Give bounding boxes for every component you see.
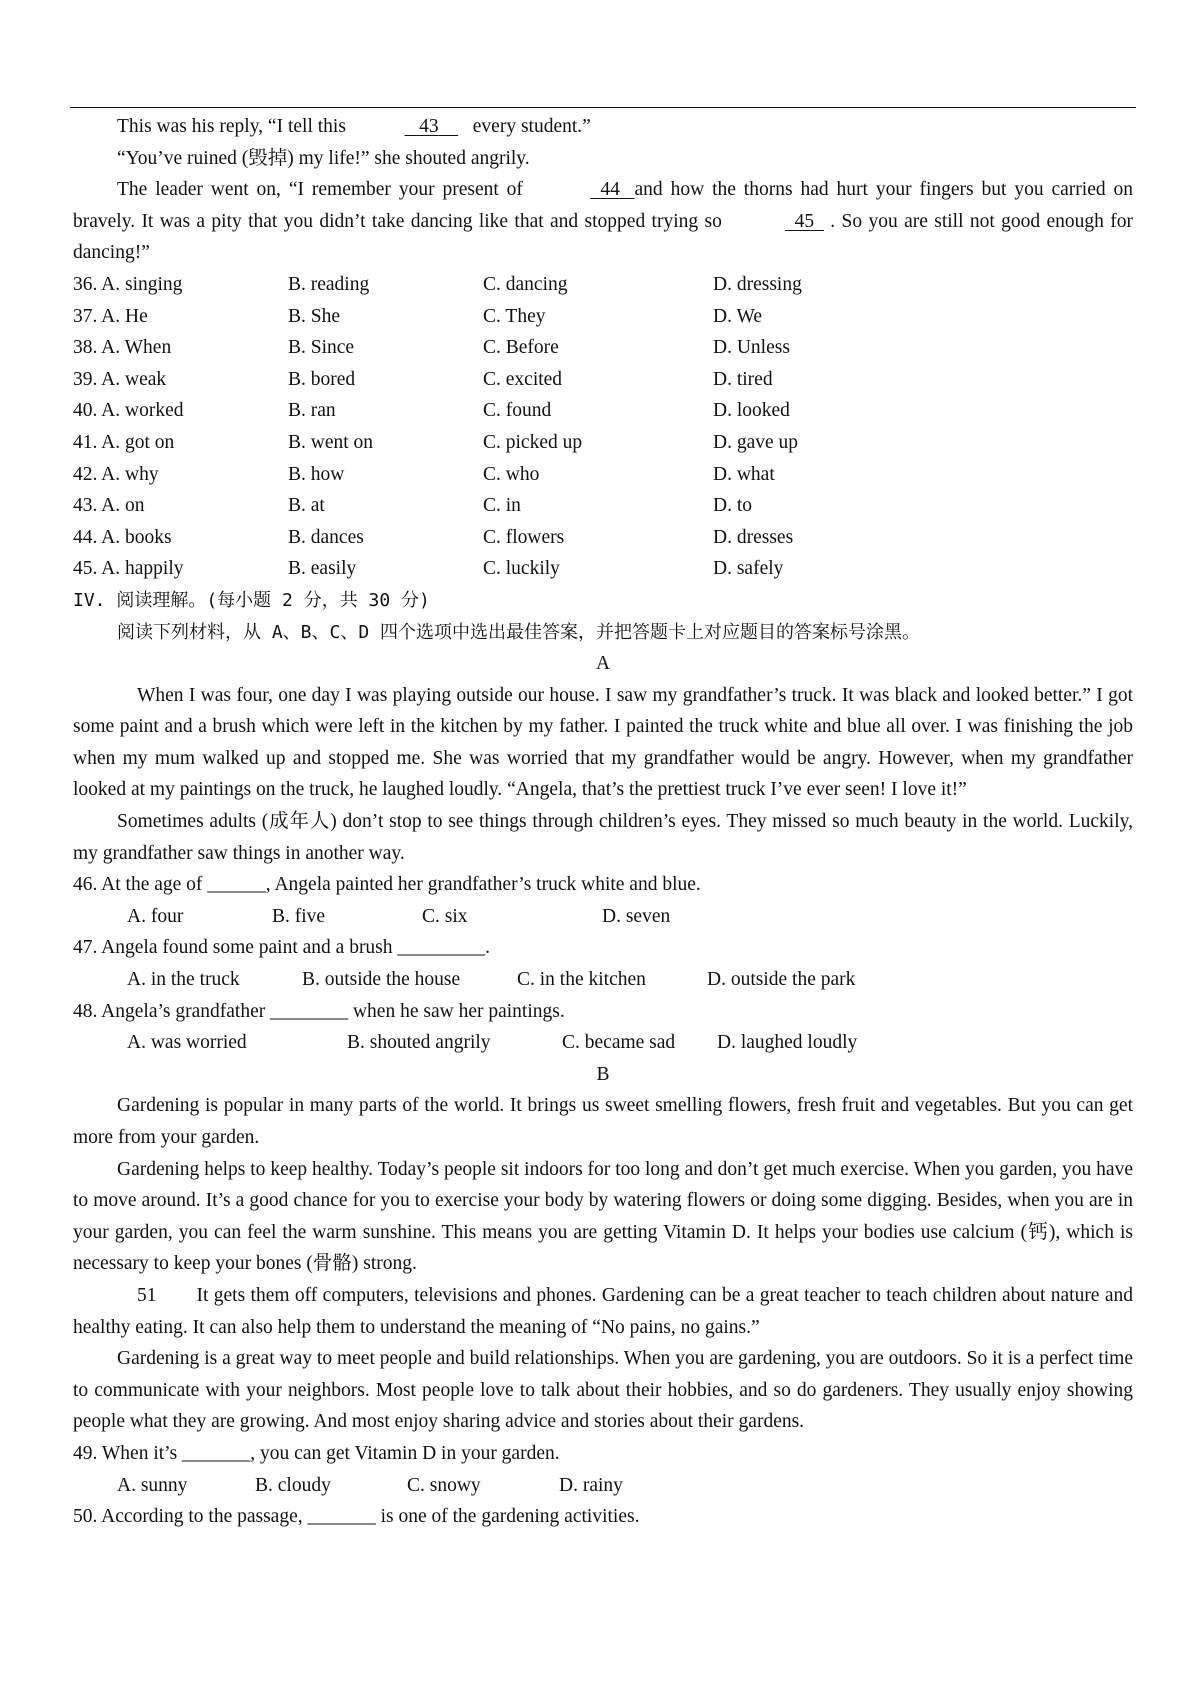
page-content — [73, 111, 1133, 1533]
option[interactable]: D. dresses — [713, 526, 794, 548]
cloze-question-row — [73, 553, 1133, 585]
option[interactable]: B. how — [288, 463, 345, 485]
cloze-question-row — [73, 364, 1133, 396]
option[interactable]: C. in the kitchen — [517, 969, 646, 991]
option[interactable]: D. rainy — [559, 1474, 623, 1496]
option[interactable]: B. went on — [288, 431, 374, 453]
question-48-options — [73, 1027, 1133, 1059]
blank-45: 45 — [794, 210, 815, 232]
option[interactable]: D. Unless — [713, 337, 790, 359]
option[interactable]: A. in the truck — [127, 969, 240, 991]
question-49-stem: 49. When it’s _______, you can get Vitamin D in your garden. — [73, 1442, 560, 1464]
question-47-options — [73, 964, 1133, 996]
question-number-option-a[interactable]: 45. A. happily — [73, 558, 184, 580]
cloze-question-row — [73, 332, 1133, 364]
passage-text: . So you are still not good enough for dancing!” — [73, 210, 1133, 264]
passage-a-paragraph-1: When I was four, one day I was playing outside our house. I saw my grandfather’s truck. It was black and looked better.” I got some paint and a brush which were left in the kitchen by my father. I painted the truck white and blue all over. I was finishing the job when my mum walked up and stopped me. She was worried that my grandfather would be angry. However, when my grandfather looked at my paintings on the truck, he laughed loudly. “Angela, that’s the prettiest truck I’ve ever seen! I love it!” — [73, 684, 1133, 801]
option[interactable]: C. They — [483, 305, 546, 327]
option[interactable]: C. who — [483, 463, 540, 485]
option[interactable]: D. gave up — [713, 431, 799, 453]
passage-b-paragraph-2: Gardening helps to keep healthy. Today’s people sit indoors for too long and don’t get much exercise. When you garden, you have to move around. It’s a good chance for you to exercise your body by watering flowers or doing some digging. Besides, when you are in your garden, you can feel the warm sunshine. This means you are getting Vitamin D. It helps your bodies use calcium (钙), which is necessary to keep your bones (骨骼) strong. — [73, 1158, 1133, 1275]
option[interactable]: C. luckily — [483, 558, 560, 580]
option[interactable]: B. shouted angrily — [347, 1032, 491, 1054]
option[interactable]: C. dancing — [483, 273, 568, 295]
passage-b-paragraph-1: Gardening is popular in many parts of the world. It brings us sweet smelling flowers, fresh fruit and vegetables. But you can get more from your garden. — [73, 1095, 1133, 1148]
question-48-stem: 48. Angela’s grandfather ________ when he saw her paintings. — [73, 1000, 565, 1022]
passage-text: The leader went on, “I remember your present of — [117, 179, 523, 201]
option[interactable]: B. five — [272, 905, 326, 927]
option[interactable]: D. laughed loudly — [717, 1032, 858, 1054]
header-rule — [70, 107, 1136, 108]
passage-text: and how the thorns had hurt your fingers but you carried on bravely. It was a pity that you didn’t take dancing like that and stopped trying so — [73, 179, 1134, 232]
question-number-option-a[interactable]: 41. A. got on — [73, 431, 175, 453]
question-number-option-a[interactable]: 43. A. on — [73, 495, 145, 517]
option[interactable]: C. found — [483, 400, 552, 422]
cloze-options-list — [73, 269, 1133, 585]
passage-text: It gets them off computers, televisions and phones. Gardening can be a great teacher to teach children about nature and healthy eating. It can also help them to understand the meaning of “No pains, no gains.” — [73, 1284, 1133, 1338]
question-number-option-a[interactable]: 44. A. books — [73, 526, 172, 548]
option[interactable]: B. easily — [288, 558, 357, 580]
cloze-question-row — [73, 395, 1133, 427]
option[interactable]: B. dances — [288, 526, 364, 548]
option[interactable]: D. what — [713, 463, 775, 485]
option[interactable]: D. looked — [713, 400, 790, 422]
option[interactable]: A. was worried — [127, 1032, 247, 1054]
cloze-question-row — [73, 269, 1133, 301]
option[interactable]: A. sunny — [117, 1474, 188, 1496]
option[interactable]: C. six — [422, 905, 468, 927]
option[interactable]: D. to — [713, 495, 752, 517]
option[interactable]: A. four — [127, 905, 184, 927]
option[interactable]: B. Since — [288, 337, 355, 359]
option[interactable]: B. She — [288, 305, 341, 327]
option[interactable]: C. flowers — [483, 526, 565, 548]
question-number-option-a[interactable]: 38. A. When — [73, 337, 172, 359]
passage-line: “You’ve ruined (毁掉) my life!” she shouted angrily. — [117, 147, 530, 169]
passage-text: This was his reply, “I tell this — [117, 116, 346, 137]
question-46-options — [73, 901, 1133, 933]
option[interactable]: C. in — [483, 495, 521, 517]
passage-a-paragraph-2: Sometimes adults (成年人) don’t stop to see things through children’s eyes. They missed so much beauty in the world. Luckily, my grandfather saw things in another way. — [73, 811, 1133, 864]
section-instruction: 阅读下列材料，从 A、B、C、D 四个选项中选出最佳答案，并把答题卡上对应题目的答案标号涂黑。 — [117, 621, 921, 643]
passage-b-heading: B — [596, 1063, 610, 1085]
section-title: IV. 阅读理解。(每小题 2 分，共 30 分) — [73, 589, 430, 611]
question-number-option-a[interactable]: 42. A. why — [73, 463, 159, 485]
option[interactable]: D. dressing — [713, 273, 802, 295]
passage-line — [73, 111, 1133, 143]
cloze-question-row — [73, 427, 1133, 459]
question-47-stem: 47. Angela found some paint and a brush _________. — [73, 937, 491, 959]
blank-51: 51 — [137, 1284, 157, 1306]
passage-a-questions — [73, 869, 1133, 1059]
option[interactable]: C. excited — [483, 368, 563, 390]
question-49-options — [73, 1470, 1133, 1502]
option[interactable]: C. became sad — [562, 1032, 676, 1054]
passage-paragraph — [73, 174, 1133, 269]
option[interactable]: B. bored — [288, 368, 356, 390]
cloze-question-row — [73, 301, 1133, 333]
cloze-question-row — [73, 459, 1133, 491]
option[interactable]: D. tired — [713, 368, 773, 390]
question-number-option-a[interactable]: 37. A. He — [73, 305, 148, 327]
cloze-question-row — [73, 522, 1133, 554]
option[interactable]: D. We — [713, 305, 762, 327]
question-46-stem: 46. At the age of ______, Angela painted her grandfather’s truck white and blue. — [73, 874, 701, 896]
option[interactable]: C. picked up — [483, 431, 583, 453]
blank-44: 44 — [600, 179, 620, 201]
option[interactable]: C. snowy — [407, 1474, 481, 1496]
passage-b-paragraph-3 — [73, 1280, 1133, 1343]
question-number-option-a[interactable]: 36. A. singing — [73, 273, 183, 295]
option[interactable]: B. outside the house — [302, 969, 461, 991]
option[interactable]: D. seven — [602, 905, 671, 927]
cloze-question-row — [73, 490, 1133, 522]
option[interactable]: D. outside the park — [707, 969, 856, 991]
option[interactable]: B. ran — [288, 400, 336, 422]
passage-b-paragraph-4: Gardening is a great way to meet people and build relationships. When you are gardening, you are outdoors. So it is a perfect time to communicate with your neighbors. Most people love to talk about their hobbies, and so do gardeners. They usually enjoy showing people what they are growing. And most enjoy sharing advice and stories about their gardens. — [73, 1348, 1133, 1433]
option[interactable]: B. at — [288, 495, 325, 517]
passage-text: every student.” — [472, 116, 591, 137]
blank-43: 43 — [419, 116, 439, 137]
option[interactable]: B. cloudy — [255, 1474, 331, 1496]
question-number-option-a[interactable]: 39. A. weak — [73, 368, 167, 390]
option[interactable]: B. reading — [288, 273, 370, 295]
question-50-stem: 50. According to the passage, _______ is one of the gardening activities. — [73, 1506, 640, 1528]
option[interactable]: D. safely — [713, 558, 784, 580]
option[interactable]: C. Before — [483, 337, 559, 359]
question-number-option-a[interactable]: 40. A. worked — [73, 400, 184, 422]
passage-a-heading: A — [595, 653, 611, 675]
